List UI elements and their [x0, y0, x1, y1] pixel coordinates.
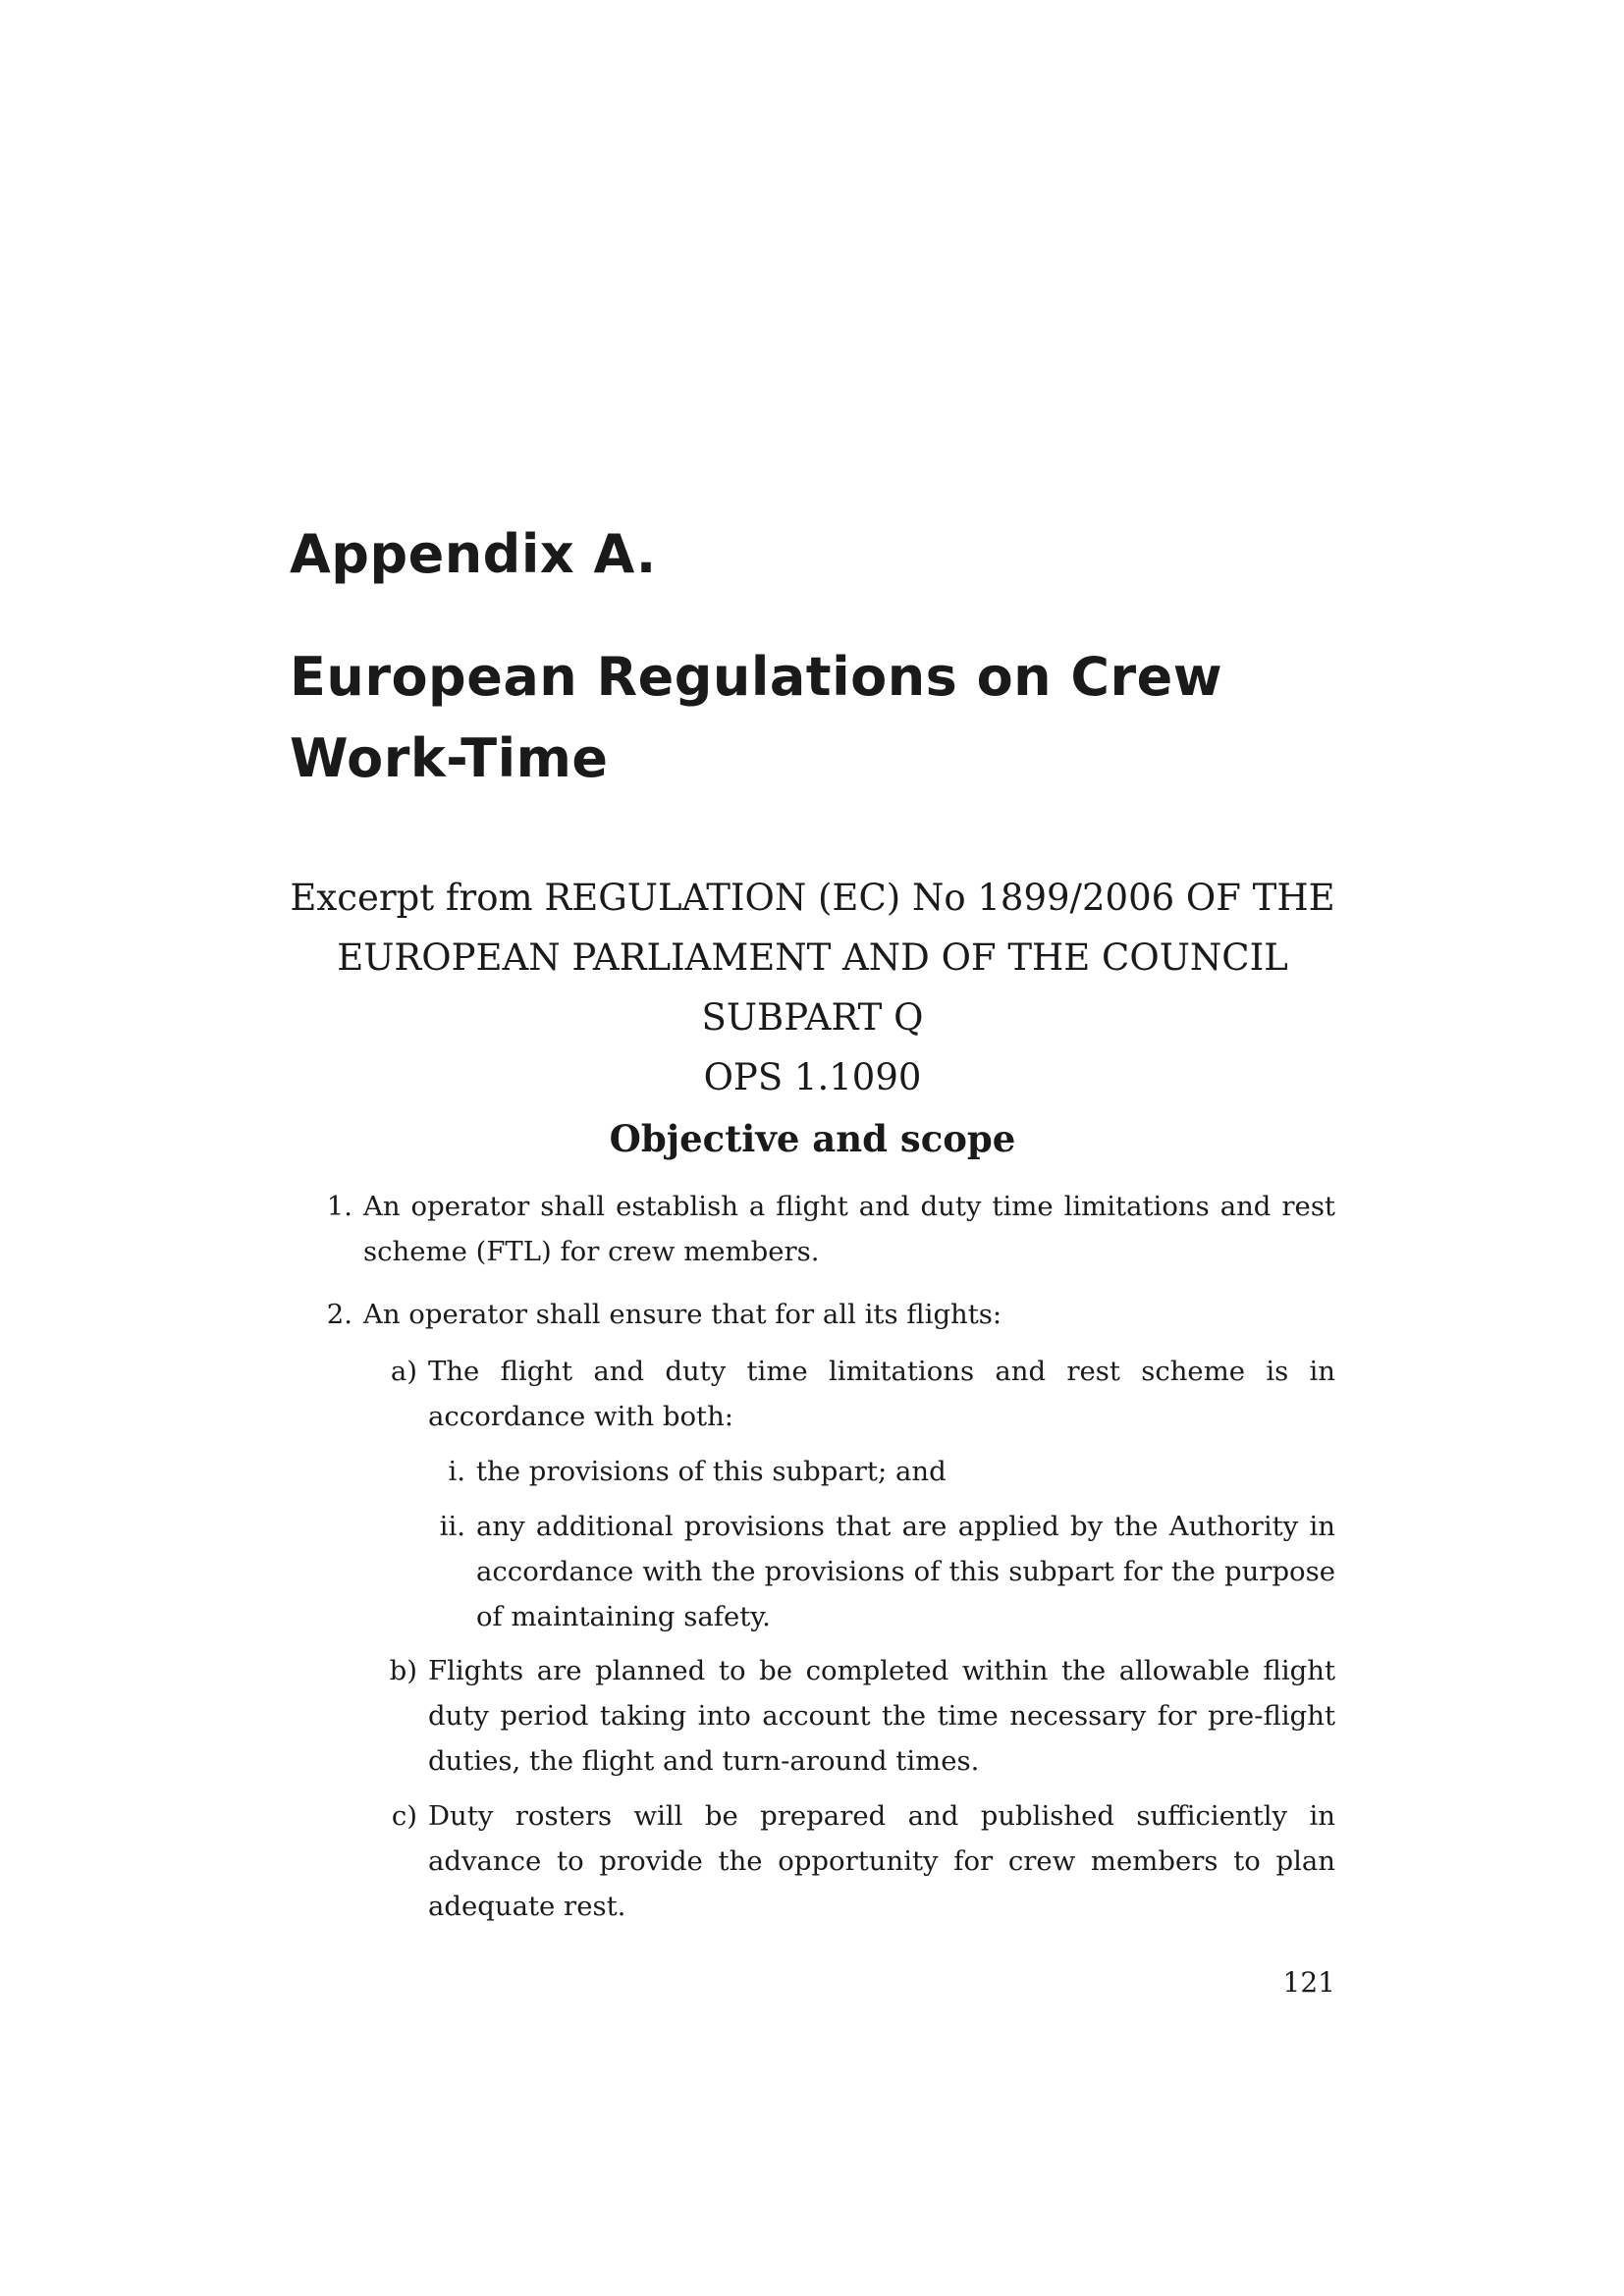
list-item-text: any additional provisions that are applied by the Authority in accordance with the provisions of this subpart for the purpose of maintaining safety. — [476, 1511, 1335, 1632]
appendix-title-line: European Regulations on Crew — [290, 646, 1223, 708]
appendix-title-line: Work-Time — [290, 727, 609, 789]
subpart-label: SUBPART Q — [701, 996, 924, 1039]
sub-sub-list-item — [422, 1449, 1335, 1494]
sub-sub-list-item — [422, 1504, 1335, 1639]
sub-list-item — [376, 1349, 1335, 1439]
sub-list-item — [376, 1793, 1335, 1929]
appendix-label: Appendix A. — [290, 523, 657, 585]
list-marker: i. — [448, 1456, 465, 1487]
list-item-text: Duty rosters will be prepared and published sufficiently in advance to provide the opportunity for crew members to plan adequate rest. — [428, 1800, 1335, 1922]
list-item — [312, 1292, 1335, 1337]
list-item — [312, 1184, 1335, 1274]
list-item-text: Flights are planned to be completed within the allowable flight duty period taking into account the time necessary for pre-flight duties, the flight and turn-around times. — [428, 1655, 1335, 1777]
list-marker: 1. — [326, 1191, 352, 1222]
list-marker: c) — [391, 1800, 417, 1832]
section-heading: Objective and scope — [609, 1117, 1016, 1160]
list-item-text: An operator shall establish a flight and duty time limitations and rest scheme (FTL) for crew members. — [363, 1191, 1335, 1267]
excerpt-line: EUROPEAN PARLIAMENT AND OF THE COUNCIL — [337, 936, 1288, 979]
page-number: 121 — [1282, 1966, 1335, 1999]
list-marker: 2. — [326, 1299, 352, 1330]
ops-reference: OPS 1.1090 — [703, 1056, 922, 1098]
sub-list-item — [376, 1648, 1335, 1784]
list-marker: ii. — [439, 1511, 465, 1542]
excerpt-line: Excerpt from REGULATION (EC) No 1899/2006 OF THE — [290, 877, 1335, 919]
list-marker: b) — [389, 1655, 417, 1686]
regulation-excerpt-header — [290, 868, 1335, 1107]
list-item-text: The flight and duty time limitations and rest scheme is in accordance with both: — [428, 1356, 1335, 1432]
list-item-text: An operator shall ensure that for all its flights: — [363, 1299, 1002, 1330]
appendix-title — [290, 636, 1370, 799]
list-item-text: the provisions of this subpart; and — [476, 1456, 947, 1487]
list-marker: a) — [390, 1356, 417, 1387]
